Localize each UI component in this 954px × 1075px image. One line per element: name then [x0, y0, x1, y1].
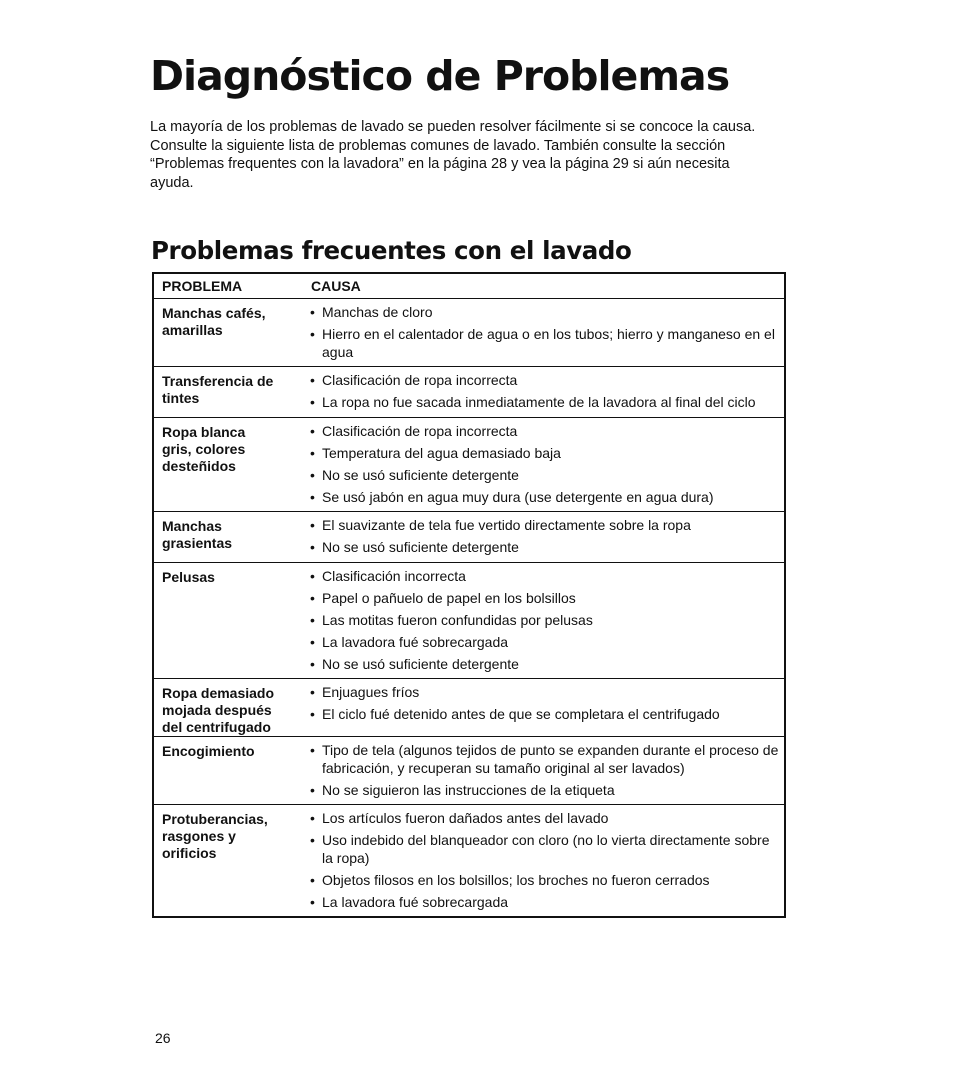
cause-item: • La ropa no fue sacada inmediatamente de la lavadora al final del ciclo [309, 394, 784, 412]
problem-label-line: Ropa demasiado [162, 685, 275, 701]
problem-label-line: Encogimiento [162, 743, 255, 759]
cause-item: • No se siguieron las instrucciones de la etiqueta [309, 782, 784, 800]
table-header [154, 274, 784, 299]
table-row [154, 512, 784, 563]
problem-cell [154, 805, 309, 916]
problem-label-line: del centrifugado [162, 719, 271, 735]
cause-item: • No se usó suficiente detergente [309, 539, 784, 557]
cause-list [309, 563, 784, 679]
cause-item: • Tipo de tela (algunos tejidos de punto se expanden durante el proceso de fabricación, y recuperan su tamaño original al ser lavados) [309, 742, 784, 777]
problem-label-line: Manchas cafés, [162, 305, 266, 321]
cause-item: • Se usó jabón en agua muy dura (use detergente en agua dura) [309, 489, 784, 507]
cause-item: • Clasificación incorrecta [309, 568, 784, 586]
problem-cell [154, 737, 309, 804]
cause-item: • Clasificación de ropa incorrecta [309, 423, 784, 441]
problem-label-line: Manchas [162, 518, 222, 534]
cause-item: • Clasificación de ropa incorrecta [309, 372, 784, 390]
problem-label-line: grasientas [162, 535, 233, 551]
problem-label-line: rasgones y [162, 828, 236, 844]
cause-item: • La lavadora fué sobrecargada [309, 894, 784, 912]
problem-label-line: Pelusas [162, 568, 215, 585]
cause-item: • Manchas de cloro [309, 304, 784, 322]
cause-item: • Los artículos fueron dañados antes del lavado [309, 810, 784, 828]
problem-label-line: Ropa blanca [162, 423, 246, 440]
table-row [154, 367, 784, 418]
problem-label-line: Protuberancias, [162, 811, 268, 827]
cause-item: • Uso indebido del blanqueador con cloro (no lo vierta directamente sobre la ropa) [309, 832, 784, 867]
problem-label-line: desteñidos [162, 457, 236, 474]
cause-item: • Papel o pañuelo de papel en los bolsillos [309, 590, 784, 608]
cause-item: • Objetos filosos en los bolsillos; los broches no fueron cerrados [309, 872, 784, 890]
intro-paragraph: La mayoría de los problemas de lavado se pueden resolver fácilmente si se concoce la causa. Consulte la siguiente lista de problemas comunes de lavado. También consulte la sección “Problemas frequentes con la lavadora” en la página 28 y vea la página 29 si aún necesita ayuda. [150, 119, 756, 191]
table-row [154, 418, 784, 513]
cause-item: • Hierro en el calentador de agua o en los tubos; hierro y manganeso en el agua [309, 326, 784, 361]
table-row [154, 805, 784, 918]
cause-item: • El suavizante de tela fue vertido directamente sobre la ropa [309, 517, 784, 535]
problem-label-line: orificios [162, 845, 217, 861]
cause-list [309, 737, 784, 804]
problem-label-line: Transferencia de [162, 373, 274, 389]
problem-cell [154, 512, 309, 562]
page-title: Diagnóstico de Problemas [150, 52, 730, 100]
cause-list [309, 367, 784, 417]
cause-list [309, 512, 784, 562]
table-body [154, 299, 784, 918]
problem-cell [154, 299, 309, 366]
cause-item: • El ciclo fué detenido antes de que se completara el centrifugado [309, 706, 784, 724]
problem-label-line: gris, colores [162, 440, 246, 457]
problem-cell [154, 563, 309, 679]
header-problem: PROBLEMA [162, 278, 243, 294]
cause-item: • No se usó suficiente detergente [309, 467, 784, 485]
problem-label-line: amarillas [162, 322, 223, 338]
cause-list [309, 299, 784, 366]
problem-cell [154, 679, 309, 736]
cause-list [309, 805, 784, 916]
cause-item: • La lavadora fué sobrecargada [309, 634, 784, 652]
cause-item: • No se usó suficiente detergente [309, 656, 784, 674]
problem-label-line: tintes [162, 390, 200, 406]
table-row [154, 299, 784, 367]
problem-cell [154, 367, 309, 417]
table-row [154, 737, 784, 805]
cause-list [309, 418, 784, 512]
section-title: Problemas frecuentes con el lavado [151, 236, 632, 265]
cause-list [309, 679, 784, 736]
problem-label-line: mojada después [162, 702, 272, 718]
problems-table [152, 272, 786, 918]
cause-item: • Enjuagues fríos [309, 684, 784, 702]
table-row [154, 679, 784, 737]
problem-cell [154, 418, 309, 512]
cause-item: • Las motitas fueron confundidas por pelusas [309, 612, 784, 630]
page-number: 26 [155, 1030, 171, 1046]
table-row [154, 563, 784, 680]
header-cause: CAUSA [311, 278, 361, 294]
cause-item: • Temperatura del agua demasiado baja [309, 445, 784, 463]
